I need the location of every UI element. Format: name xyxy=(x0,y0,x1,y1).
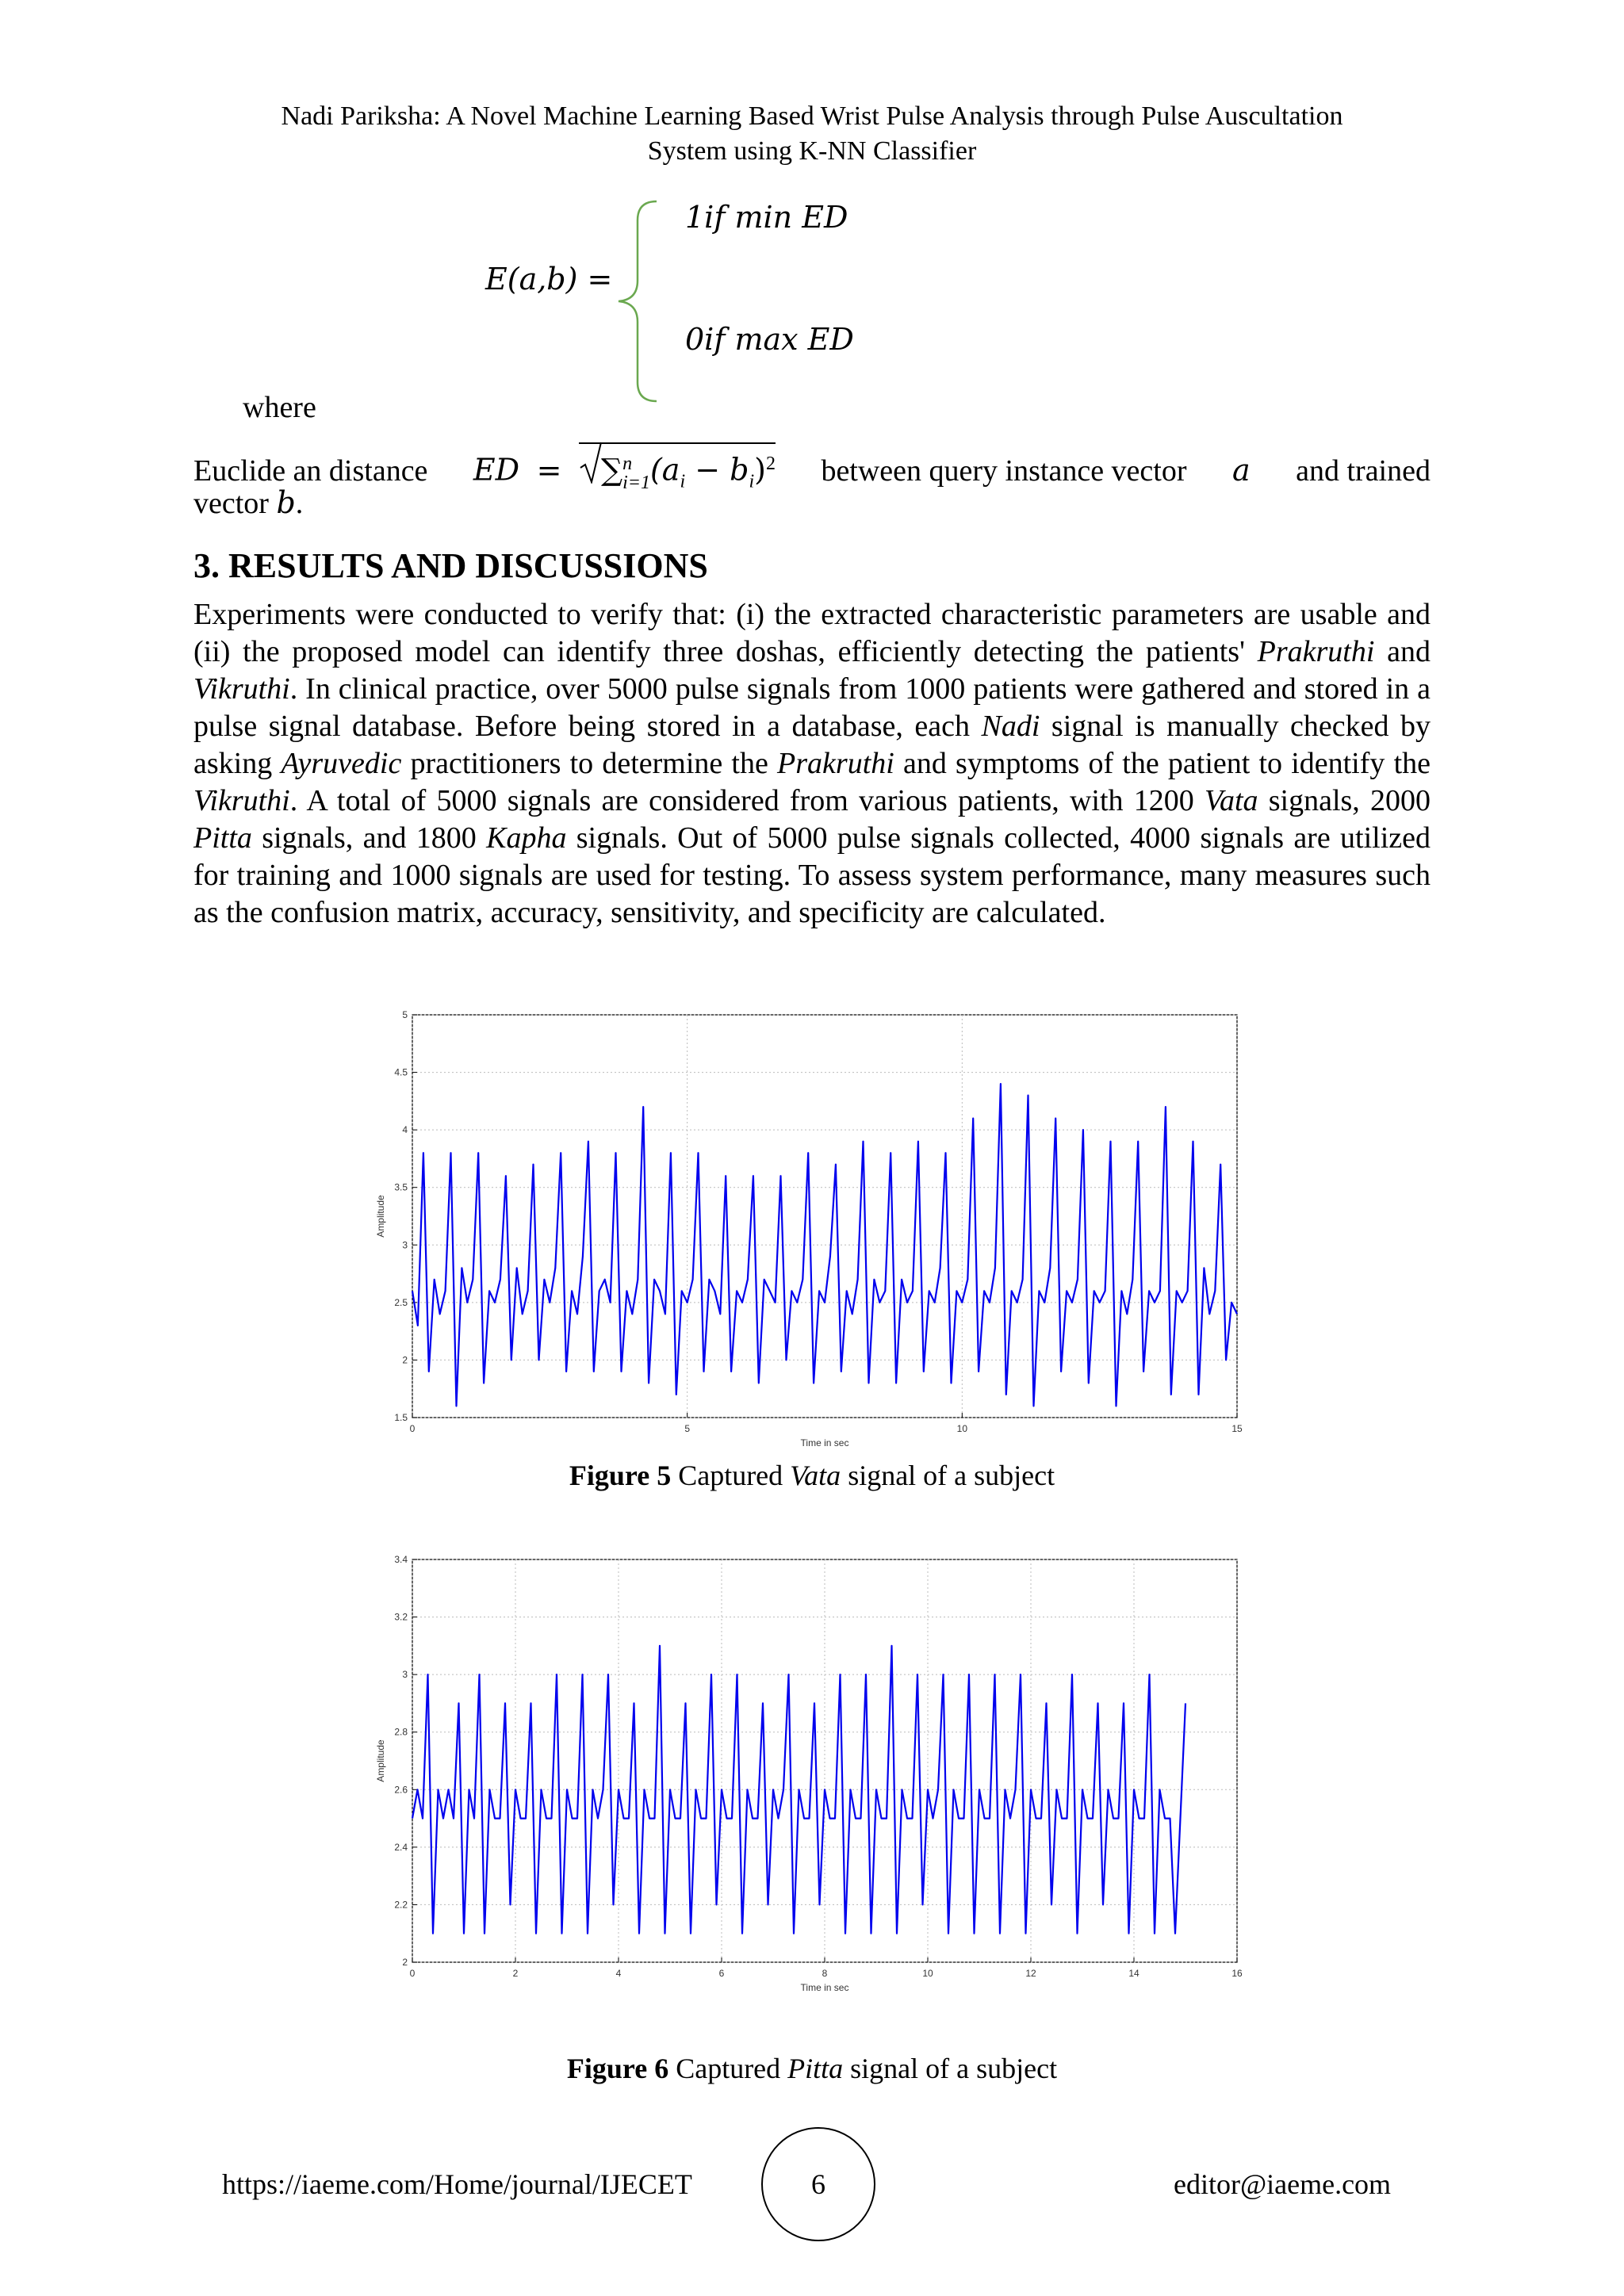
figure-5-caption-post: signal of a subject xyxy=(841,1460,1055,1491)
distance-middle: between query instance vector xyxy=(821,453,1187,488)
figure-5-caption-pre: Captured xyxy=(671,1460,791,1491)
footer-url[interactable]: https://iaeme.com/Home/journal/IJECET xyxy=(222,2168,692,2200)
x-tick-label: 6 xyxy=(718,1968,725,1979)
sqrt-sign-icon xyxy=(579,441,603,484)
figure-6-caption-pre: Captured xyxy=(668,2053,788,2084)
y-tick-label: 2.6 xyxy=(394,1784,408,1796)
equation-lhs: E(a,b) = xyxy=(485,262,613,297)
figure-6-caption-post: signal of a subject xyxy=(843,2053,1058,2084)
vata-signal-chart xyxy=(365,1005,1285,1457)
paragraph-text: and symptoms of the patient to identify the xyxy=(894,747,1431,780)
y-tick-label: 2.4 xyxy=(394,1841,408,1853)
term-b: − b xyxy=(685,452,749,488)
y-tick-label: 2 xyxy=(402,1354,408,1366)
paragraph-text: signals. Out of 5000 pulse signals collected, 4000 signals are utilized for training and 1000 signals are used for testing. To assess system performance, many measures such as the confusion matrix, accuracy, sensitivity, and specificity are calculated. xyxy=(193,821,1431,929)
y-tick-label: 3.5 xyxy=(394,1181,408,1193)
distance-definition-line-2 xyxy=(193,485,303,521)
y-axis-label: Amplitude xyxy=(375,1739,386,1782)
distance-suffix: and trained xyxy=(1296,453,1431,488)
italic-term: Vikruthi xyxy=(193,784,290,817)
x-tick-label: 0 xyxy=(409,1423,416,1434)
where-label: where xyxy=(243,391,316,424)
equals-sign: = xyxy=(536,452,562,488)
italic-term: Prakruthi xyxy=(777,747,894,780)
figure-5-caption-dosha: Vata xyxy=(790,1460,841,1491)
y-tick-label: 3 xyxy=(402,1669,408,1681)
x-tick-label: 2 xyxy=(512,1968,519,1979)
y-tick-label: 4.5 xyxy=(394,1066,408,1078)
y-tick-label: 1.5 xyxy=(394,1412,408,1423)
paragraph-text: signals, and 1800 xyxy=(251,821,487,855)
italic-term: Vata xyxy=(1204,784,1258,817)
x-tick-label: 8 xyxy=(822,1968,828,1979)
pitta-signal-chart xyxy=(365,1550,1285,2002)
paragraph-text: Experiments were conducted to verify that: (i) the extracted characteristic parameters are usable and (ii) the proposed model can identify three doshas, efficiently detecting the patients' xyxy=(193,598,1431,668)
y-tick-label: 3.2 xyxy=(394,1611,408,1623)
x-tick-label: 12 xyxy=(1025,1968,1036,1979)
y-tick-label: 4 xyxy=(402,1124,408,1136)
italic-term: Vikruthi xyxy=(193,672,290,706)
sum-upper: n xyxy=(622,453,633,474)
x-tick-label: 16 xyxy=(1231,1968,1243,1979)
term-a: (a xyxy=(649,452,680,488)
italic-term: Kapha xyxy=(486,821,567,855)
figure-6-caption xyxy=(0,2052,1624,2085)
paragraph-text: signals, 2000 xyxy=(1258,784,1431,817)
y-tick-label: 5 xyxy=(402,1009,408,1020)
y-tick-label: 2.8 xyxy=(394,1726,408,1738)
paragraph-text: and xyxy=(1374,635,1431,668)
running-header xyxy=(159,99,1465,169)
sum-lower: i=1 xyxy=(622,472,650,493)
distance-definition xyxy=(193,442,1431,501)
running-header-line-1: Nadi Pariksha: A Novel Machine Learning Based Wrist Pulse Analysis through Pulse Auscultation xyxy=(281,101,1343,131)
footer-email[interactable]: editor@iaeme.com xyxy=(1174,2168,1392,2200)
x-tick-label: 0 xyxy=(409,1968,416,1979)
y-tick-label: 3.4 xyxy=(394,1554,408,1565)
x-tick-label: 10 xyxy=(956,1423,968,1434)
running-header-line-2: System using K-NN Classifier xyxy=(647,136,977,166)
x-tick-label: 15 xyxy=(1231,1423,1243,1434)
x-tick-label: 14 xyxy=(1128,1968,1139,1979)
y-tick-label: 2 xyxy=(402,1957,408,1968)
plot-area xyxy=(412,1015,1237,1418)
distance-formula xyxy=(473,442,776,501)
equation-case-1: 1if min ED xyxy=(685,200,848,235)
period: . xyxy=(295,487,304,520)
figure-5-label: Figure 5 xyxy=(569,1460,672,1491)
y-tick-label: 2.2 xyxy=(394,1899,408,1911)
distance-prefix: Euclide an distance xyxy=(193,453,428,488)
vector-b: b xyxy=(276,485,296,520)
x-tick-label: 5 xyxy=(684,1423,691,1434)
y-axis-label: Amplitude xyxy=(375,1195,386,1238)
ed-symbol: ED xyxy=(473,452,520,488)
equation-brace xyxy=(611,198,674,404)
figure-6-label: Figure 6 xyxy=(566,2053,669,2084)
results-paragraph xyxy=(193,596,1431,932)
x-tick-label: 10 xyxy=(922,1968,933,1979)
paragraph-text: practitioners to determine the xyxy=(401,747,778,780)
vector-label: vector xyxy=(193,487,277,520)
y-tick-label: 3 xyxy=(402,1239,408,1251)
x-axis-label: Time in sec xyxy=(800,1437,849,1448)
paragraph-text: signal is manually checked by asking xyxy=(193,710,1431,780)
figure-5-caption xyxy=(0,1459,1624,1492)
italic-term: Pitta xyxy=(193,821,252,855)
x-axis-label: Time in sec xyxy=(800,1982,849,1993)
term-square: 2 xyxy=(765,453,776,474)
equation-case-2: 0if max ED xyxy=(685,322,854,357)
italic-term: Ayruvedic xyxy=(281,747,402,780)
vector-a: a xyxy=(1231,452,1251,488)
section-heading: 3. RESULTS AND DISCUSSIONS xyxy=(193,546,708,585)
page-number: 6 xyxy=(761,2127,875,2241)
term-b-sub: i xyxy=(749,471,755,492)
italic-term: Nadi xyxy=(981,710,1040,743)
sum-limits xyxy=(622,454,650,492)
y-tick-label: 2.5 xyxy=(394,1296,408,1308)
paragraph-text: . A total of 5000 signals are considered from various patients, with 1200 xyxy=(289,784,1205,817)
term-close: ) xyxy=(754,452,766,488)
italic-term: Prakruthi xyxy=(1257,635,1375,668)
paragraph-text: . In clinical practice, over 5000 pulse signals from 1000 patients were gathered and stored in a pulse signal database. Before being stored in a database, each xyxy=(193,672,1431,743)
x-tick-label: 4 xyxy=(615,1968,622,1979)
figure-6-caption-dosha: Pitta xyxy=(787,2053,844,2084)
sqrt-expression xyxy=(579,442,776,501)
sum-symbol: ∑ xyxy=(600,452,623,488)
term-a-sub: i xyxy=(680,471,686,492)
